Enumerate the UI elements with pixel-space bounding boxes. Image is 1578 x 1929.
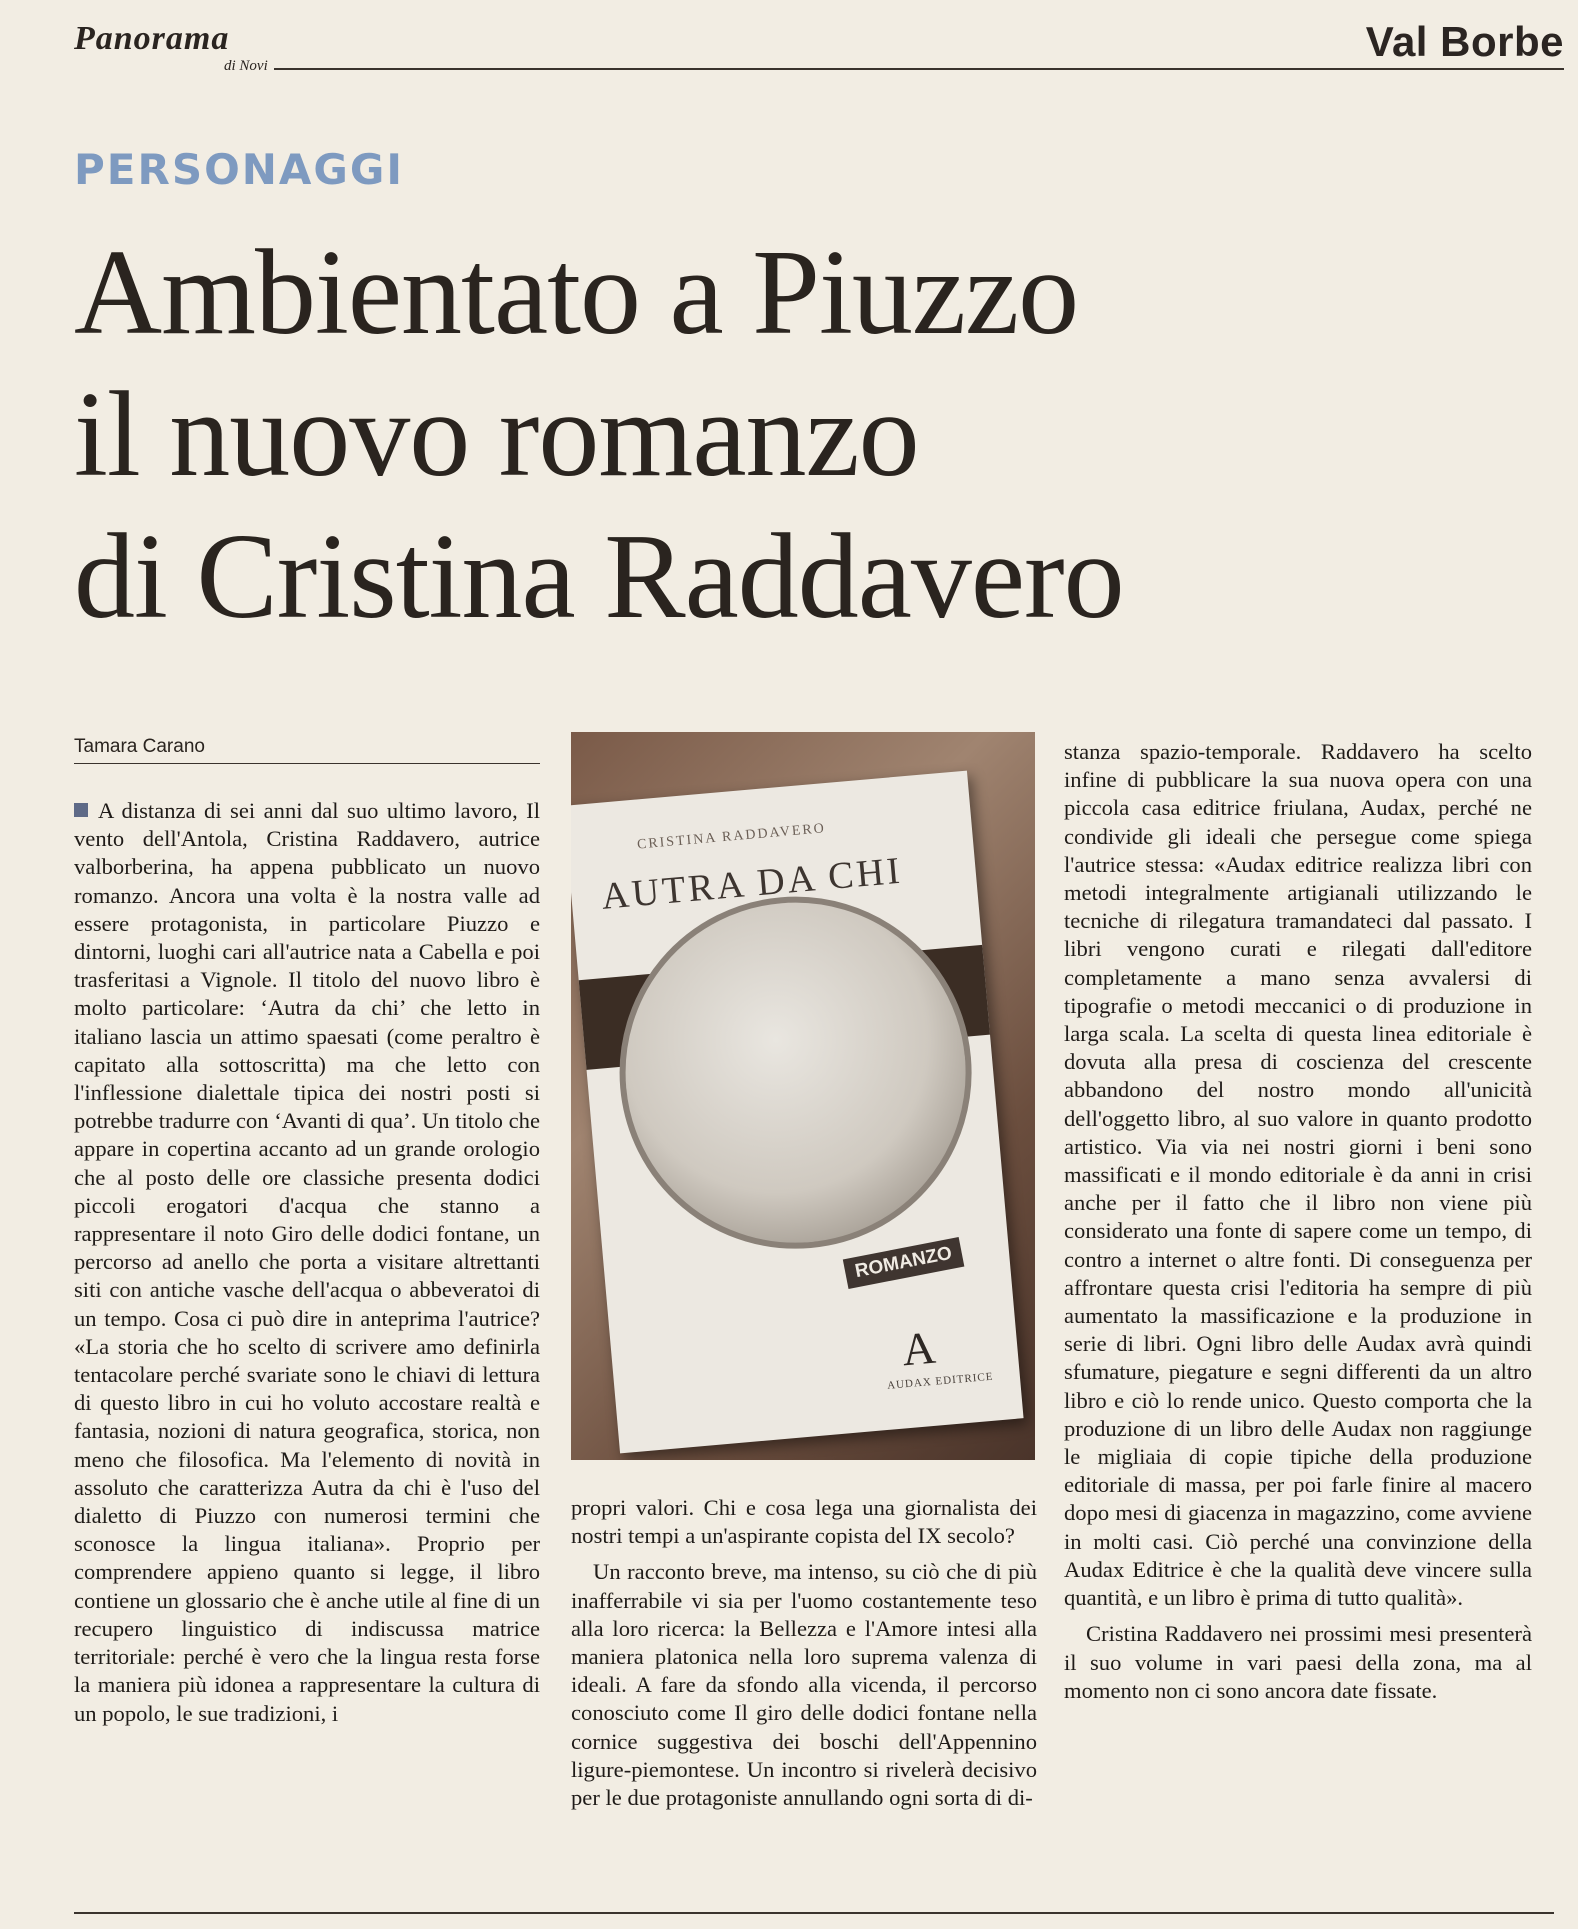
paragraph: stanza spazio-temporale. Raddavero ha scelto infine di pubblicare la sua nuova opera con una piccola casa editrice friulana, Audax, perché ne condivide gli ideali che persegue come spiega l'autrice stessa: «Audax editrice realizza libri con metodi integralmente artigianali utilizzando le tecniche di rilegatura tramandateci dal passato. I libri vengono curati e rilegati dall'editore completamente a mano senza avvalersi di tipografie o metodi meccanici o di produzione in larga scala. La scelta di questa linea editoriale è dovuta alla presa di coscienza del crescente abbandono del nostro mondo all'unicità dell'oggetto libro, al suo valore in quanto prodotto artistico. Via via nei nostri giorni i beni sono massificati e il mondo editoriale è da anni in crisi anche per il fatto che il libro non viene più considerato una fonte di sapere come un tempo, di contro a internet o altre fonti. Di conseguenza per affrontare questa crisi l'editoria ha sempre di più aumentato la massificazione e la produzione in serie di libri. Ogni libro delle Audax avrà quindi sfumature, piegature e segni differenti da un altro libro e ciò lo rende unico. Questo comporta che la produzione di un libro delle Audax non raggiunge le migliaia di copie tipiche della produzione editoriale di massa, per poi farle finire al macero dopo mesi di giacenza in magazzino, come avviene in molti casi. Ciò perché una convinzione della Audax Editrice è che la qualità deve vincere sulla quantità, e un libro è prima di tutto qualità». [1064,739,1532,1611]
book-cover-publisher: AUDAX EDITRICE [886,1370,994,1392]
publisher-logo: A [899,1321,938,1376]
watch-icon [605,882,986,1263]
masthead-rule [274,68,1564,70]
article-column-2 [571,1494,1037,1812]
newspaper-logo: Panorama [74,20,230,57]
article-headline [74,222,1514,648]
newspaper-logo-subtitle: di Novi [224,58,268,74]
footer-rule [74,1912,1554,1914]
book-cover-photo [571,732,1035,1460]
book-cover-title: AUTRA DA CHI [599,849,905,918]
headline-line: di Cristina Raddavero [74,509,1124,644]
book-cover-badge: ROMANZO [843,1237,965,1289]
paragraph-text: A distanza di sei anni dal suo ultimo lavoro, Il vento dell'Antola, Cristina Raddavero, autrice valborberina, ha appena pubblicato un nuovo romanzo. Ancora una volta è la nostra valle ad essere protagonista, in particolare Piuzzo e dintorni, luoghi cari all'autrice nata a Cabella e poi trasferitasi a Vignole. Il titolo del nuovo libro è molto particolare: ‘Autra da chi’ che letto in italiano lascia un attimo spaesati (come peraltro è capitato alla sottoscritta) ma che letto con l'inflessione dialettale tipica dei nostri posti si potrebbe tradurre con ‘Avanti di qua’. Un titolo che appare in copertina accanto ad un grande orologio che al posto delle ore classiche presenta dodici piccoli erogatori d'acqua che stanno a rappresentare il noto Giro delle dodici fontane, un percorso ad anello che porta a visitare altrettanti siti con antiche vasche dell'acqua o abbeveratoi di un tempo. Cosa ci può dire in anteprima l'autrice? «La storia che ho scelto di scrivere amo definirla tentacolare perché svariate sono le chiavi di lettura di questo libro in cui ho voluto accostare realtà e fantasia, nozioni di natura geografica, storica, non meno che filosofica. Ma l'elemento di novità in assoluto che caratterizza Autra da chi è l'uso del dialetto di Piuzzo con numerosi termini che sconosce la lingua italiana». Proprio per comprendere appieno quanto si legge, il libro contiene un glossario che è anche utile al fine di un recupero linguistico di indiscussa matrice territoriale: perché è vero che la lingua resta forse la maniera più idonea a rappresentare la cultura di un popolo, le sue tradizioni, i [74,798,540,1726]
book-cover [571,771,1024,1454]
paragraph [74,797,540,1728]
article-column-1 [74,797,540,1728]
book-cover-author: CRISTINA RADDAVERO [636,821,827,853]
paragraph: propri valori. Chi e cosa lega una giornalista dei nostri tempi a un'aspirante copista del IX secolo? [571,1495,1037,1549]
headline-line: il nuovo romanzo [74,367,919,502]
article-byline: Tamara Carano [74,736,540,764]
paragraph: Cristina Raddavero nei prossimi mesi presenterà il suo volume in vari paesi della zona, ma al momento non ci sono ancora date fissate. [1064,1621,1532,1703]
headline-line: Ambientato a Piuzzo [74,225,1079,360]
paragraph: Un racconto breve, ma intenso, su ciò che di più inafferrabile vi sia per l'uomo costantemente teso alla loro ricerca: la Bellezza e l'Amore intesi alla maniera platonica nella loro suprema valenza di ideali. A fare da sfondo alla vicenda, il percorso conosciuto come Il giro delle dodici fontane nella cornice suggestiva dei boschi dell'Appennino ligure-piemontese. Un incontro si rivelerà decisivo per le due protagoniste annullando ogni sorta di di- [571,1559,1037,1811]
masthead [74,18,1564,72]
article-kicker: PERSONAGGI [74,145,404,194]
section-name: Val Borbe [1365,18,1564,65]
lead-square-icon [74,803,88,817]
article-column-3 [1064,738,1532,1705]
